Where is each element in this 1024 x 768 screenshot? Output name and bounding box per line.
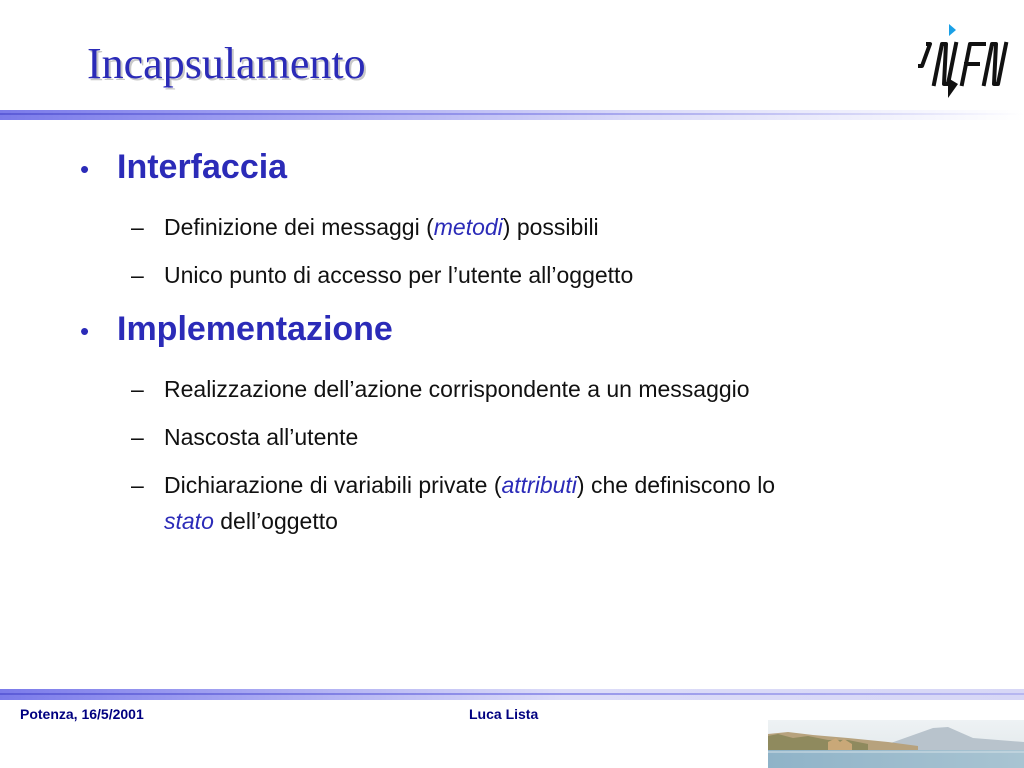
sub-bullet-text: Realizzazione dell’azione corrispondente a un messaggio xyxy=(164,376,750,402)
sub-bullet-realizzazione xyxy=(131,371,954,407)
footer-rule xyxy=(0,689,1024,700)
footer-date: Potenza, 16/5/2001 xyxy=(20,706,144,722)
sub-bullet-dichiarazione xyxy=(131,467,954,539)
dash-marker: – xyxy=(131,262,144,288)
bullet-marker: • xyxy=(80,154,90,184)
keyword-metodi: metodi xyxy=(433,214,503,240)
sub-bullet-text: Dichiarazione di variabili private (attributi) che definiscono lo stato dell’oggetto xyxy=(164,472,776,534)
keyword-stato: stato xyxy=(164,508,214,534)
slide-title: Incapsulamento xyxy=(87,39,366,88)
bullet-label: Interfaccia xyxy=(117,148,288,186)
sub-bullet-text: Definizione dei messaggi (metodi) possibili xyxy=(164,214,599,240)
sub-bullet-definizione xyxy=(131,209,954,245)
infn-logo xyxy=(916,22,1016,102)
bullet-interfaccia xyxy=(80,148,287,187)
sub-bullet-unico-punto xyxy=(131,257,954,293)
dash-marker: – xyxy=(131,424,144,450)
bullet-implementazione xyxy=(80,310,393,349)
footer-author: Luca Lista xyxy=(469,706,539,722)
title-rule xyxy=(0,110,1024,120)
dash-marker: – xyxy=(131,376,144,402)
sub-bullet-nascosta xyxy=(131,419,954,455)
dash-marker: – xyxy=(131,214,144,240)
bullet-marker: • xyxy=(80,316,90,346)
sub-bullet-text: Unico punto di accesso per l’utente all’oggetto xyxy=(164,262,634,288)
keyword-attributi: attributi xyxy=(501,472,577,498)
bay-of-naples-photo xyxy=(768,720,1024,768)
bullet-label: Implementazione xyxy=(117,310,393,348)
dash-marker: – xyxy=(131,472,144,498)
sub-bullet-text: Nascosta all’utente xyxy=(164,424,359,450)
